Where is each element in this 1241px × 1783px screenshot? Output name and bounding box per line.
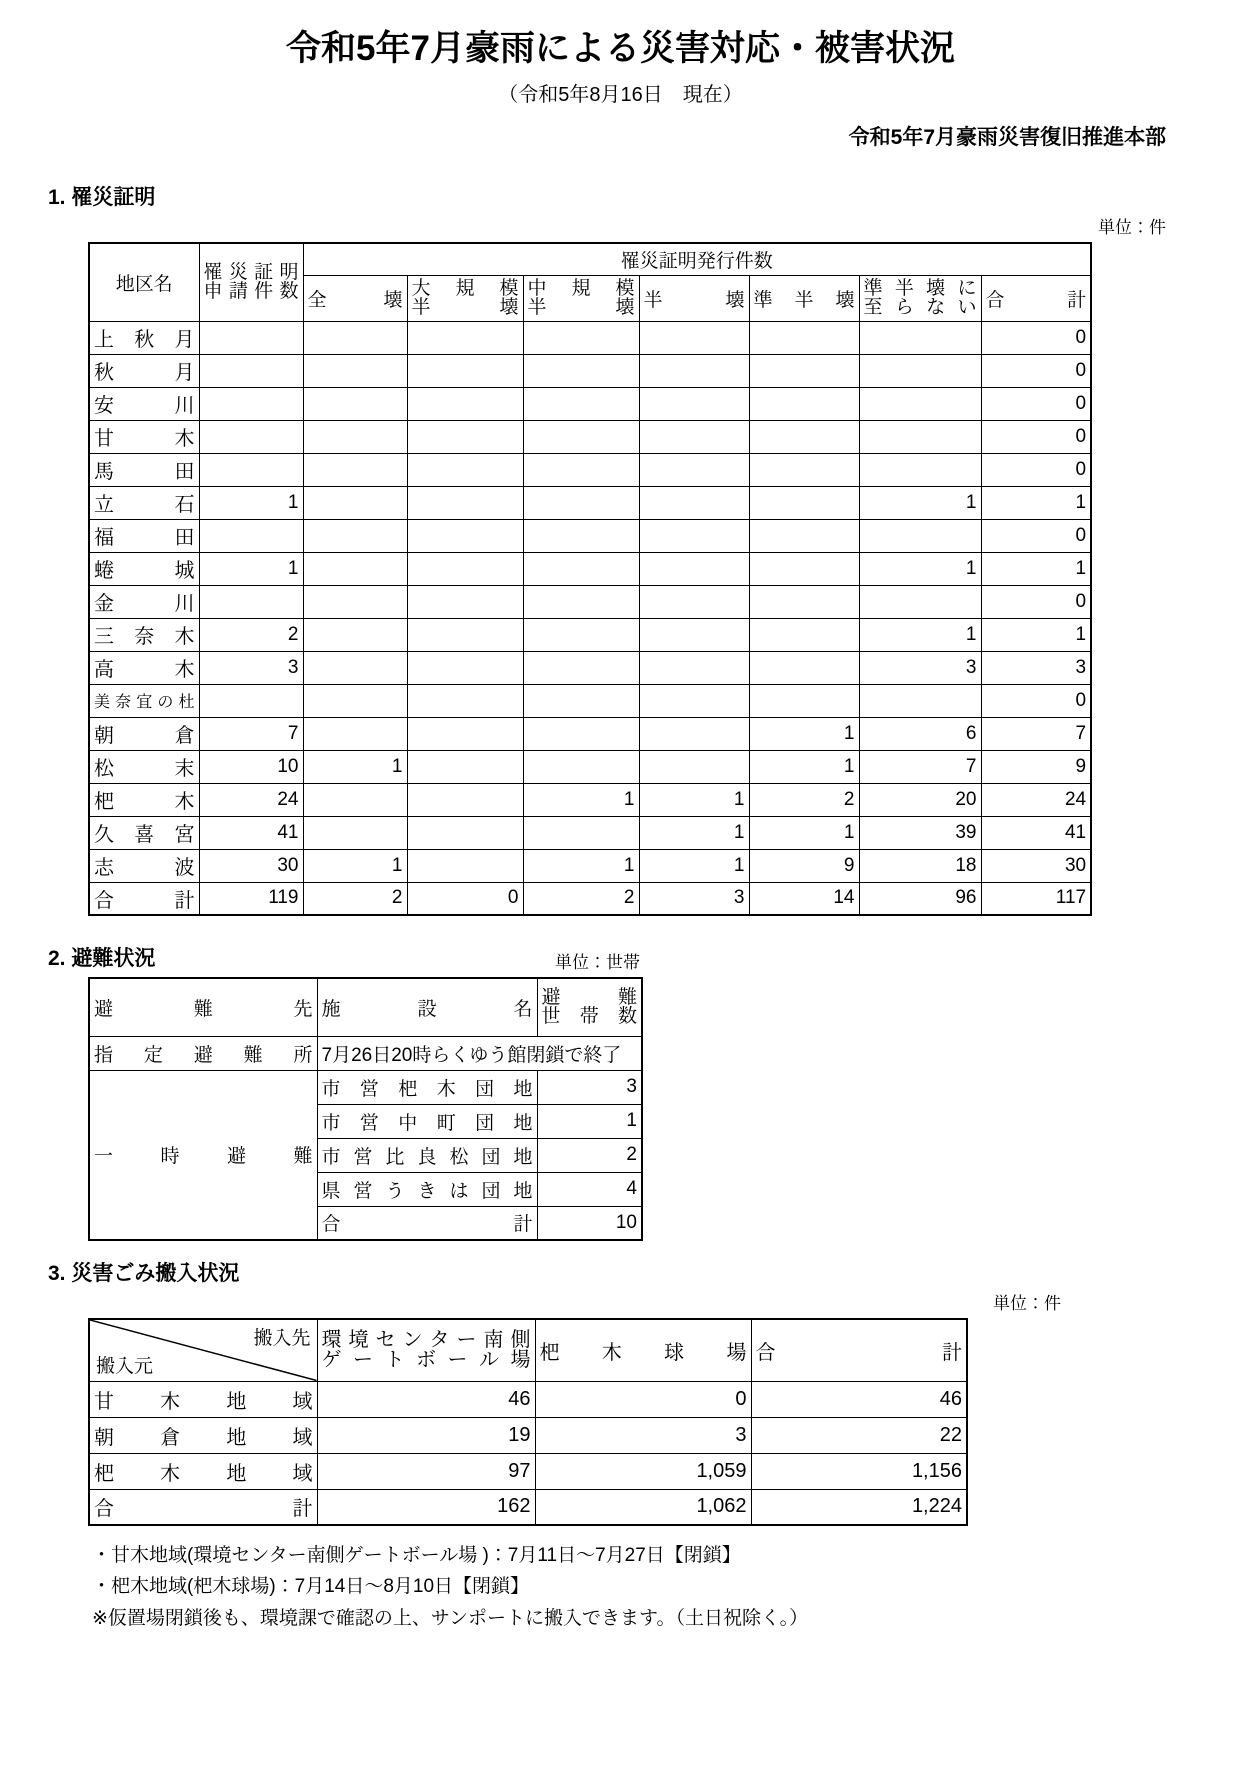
header-destination-label: 搬入先 [253,1328,311,1349]
cell-chukibo [523,717,639,750]
cell-chukibo [523,618,639,651]
cell-junhankai [749,420,859,453]
cell-zenkai [303,486,407,519]
cell-chukibo [523,519,639,552]
cell-ballpark: 1,059 [535,1453,751,1489]
table-row [89,486,1091,519]
cell-itaranai [859,453,981,486]
cell-total: 30 [981,849,1091,882]
cell-junhankai [749,354,859,387]
cell-hankai [639,519,749,552]
designated-shelter-note: 7月26日20時らくゆう館閉鎖で終了 [317,1036,642,1070]
cell-ballpark: 0 [535,1381,751,1417]
cell-apps: 10 [199,750,303,783]
cell-zenkai: 1 [303,849,407,882]
cell-itaranai: 1 [859,552,981,585]
table-row [89,552,1091,585]
cell-total: 41 [981,816,1091,849]
cell-chukibo [523,651,639,684]
district-name: 高 木 [89,651,199,684]
cell-chukibo: 2 [523,882,639,915]
cell-hankai [639,486,749,519]
note-line: ・杷木地域(杷木球場)：7月14日～8月10日【閉鎖】 [92,1576,530,1598]
cell-daikibo: 0 [407,882,523,915]
cell-chukibo [523,552,639,585]
district-name: 安 川 [89,387,199,420]
cell-junhankai: 2 [749,783,859,816]
cell-daikibo [407,618,523,651]
cell-apps: 119 [199,882,303,915]
cell-itaranai: 20 [859,783,981,816]
cell-apps: 2 [199,618,303,651]
cell-itaranai [859,585,981,618]
header-col-chukibo-hankai: 中 規 模 半 壊 [523,275,639,321]
cell-itaranai [859,684,981,717]
cell-hankai [639,321,749,354]
district-name: 甘 木 [89,420,199,453]
table-row [89,849,1091,882]
waste-source-area: 朝 倉 地 域 [89,1417,317,1453]
table3-header-row [89,1319,967,1381]
cell-center: 97 [317,1453,535,1489]
cell-chukibo [523,321,639,354]
cell-itaranai: 1 [859,618,981,651]
note-line: ・甘木地域(環境センター南側ゲートボール場 )：7月11日～7月27日【閉鎖】 [92,1545,741,1566]
district-name: 馬 田 [89,453,199,486]
cell-total: 9 [981,750,1091,783]
table-row [89,519,1091,552]
cell-apps [199,321,303,354]
cell-hankai: 1 [639,816,749,849]
page-subtitle: （令和5年8月16日 現在） [498,84,743,106]
household-count: 2 [537,1138,642,1172]
cell-apps: 30 [199,849,303,882]
table-row [89,651,1091,684]
header-household-count: 避 難 世 帯 数 [537,978,642,1036]
cell-total: 24 [981,783,1091,816]
table-row [89,453,1091,486]
evacuation-type-designated: 指 定 避 難 所 [89,1036,317,1070]
district-name: 上 秋 月 [89,321,199,354]
cell-total: 117 [981,882,1091,915]
facility-name: 県 営 う き は 団 地 [317,1172,537,1206]
cell-chukibo [523,750,639,783]
cell-itaranai [859,420,981,453]
header-env-center-ballfield: 環 境 セ ン タ ー 南 側 ゲ ー ト ボ ー ル 場 [317,1319,535,1381]
waste-source-area: 杷 木 地 域 [89,1453,317,1489]
cell-chukibo [523,585,639,618]
header-source-label: 搬入元 [96,1355,154,1377]
cell-itaranai [859,354,981,387]
cell-total: 0 [981,585,1091,618]
cell-total: 1 [981,552,1091,585]
cell-zenkai [303,585,407,618]
table-row [89,1070,642,1104]
header-col-zenkai: 全 壊 [303,275,407,321]
cell-apps [199,420,303,453]
cell-itaranai [859,387,981,420]
cell-itaranai: 96 [859,882,981,915]
cell-daikibo [407,387,523,420]
evacuation-status-table [88,977,643,1241]
cell-daikibo [407,816,523,849]
cell-total: 1,224 [751,1489,967,1525]
cell-total: 7 [981,717,1091,750]
household-count: 3 [537,1070,642,1104]
cell-itaranai: 3 [859,651,981,684]
district-name: 朝 倉 [89,717,199,750]
cell-apps [199,453,303,486]
table-row [89,321,1091,354]
cell-itaranai: 7 [859,750,981,783]
cell-zenkai [303,651,407,684]
cell-apps: 1 [199,552,303,585]
cell-daikibo [407,519,523,552]
evacuation-type-temporary: 一 時 避 難 [89,1070,317,1240]
table-row [89,816,1091,849]
cell-total: 0 [981,420,1091,453]
table-row [89,618,1091,651]
cell-junhankai [749,486,859,519]
cell-total: 0 [981,387,1091,420]
table-row [89,1417,967,1453]
cell-itaranai [859,321,981,354]
district-name: 美奈宜の杜 [89,684,199,717]
section-1-heading: 1. 罹災証明 [48,186,156,209]
cell-zenkai [303,519,407,552]
header-from-to-diagonal [89,1319,317,1381]
cell-apps: 41 [199,816,303,849]
cell-chukibo [523,453,639,486]
cell-zenkai [303,321,407,354]
cell-hankai: 1 [639,849,749,882]
cell-total: 0 [981,453,1091,486]
cell-zenkai [303,420,407,453]
cell-total: 0 [981,684,1091,717]
cell-hankai [639,750,749,783]
cell-junhankai: 1 [749,750,859,783]
cell-daikibo [407,453,523,486]
cell-daikibo [407,684,523,717]
cell-daikibo [407,552,523,585]
cell-junhankai [749,519,859,552]
cell-daikibo [407,651,523,684]
cell-daikibo [407,849,523,882]
cell-hankai [639,717,749,750]
district-name: 金 川 [89,585,199,618]
header-col-itaranai: 準半壊に 至らない [859,275,981,321]
cell-apps: 24 [199,783,303,816]
table-header-row-1 [89,243,1091,275]
cell-total: 0 [981,321,1091,354]
cell-center: 162 [317,1489,535,1525]
cell-zenkai [303,816,407,849]
cell-junhankai [749,453,859,486]
cell-daikibo [407,486,523,519]
district-name: 松 末 [89,750,199,783]
cell-apps: 3 [199,651,303,684]
cell-junhankai [749,684,859,717]
cell-zenkai [303,618,407,651]
cell-zenkai [303,354,407,387]
issuing-organization: 令和5年7月豪雨災害復旧推進本部 [848,126,1166,149]
cell-apps [199,684,303,717]
disaster-certificate-table [88,242,1092,916]
document-page [0,28,1241,1783]
cell-total: 46 [751,1381,967,1417]
facility-total-label: 合 計 [317,1206,537,1240]
cell-junhankai: 14 [749,882,859,915]
cell-daikibo [407,783,523,816]
cell-zenkai: 2 [303,882,407,915]
table-row [89,420,1091,453]
cell-itaranai: 18 [859,849,981,882]
header-col-hankai: 半 壊 [639,275,749,321]
cell-center: 46 [317,1381,535,1417]
cell-itaranai: 1 [859,486,981,519]
cell-zenkai [303,552,407,585]
cell-junhankai [749,321,859,354]
table-row [89,684,1091,717]
district-name: 久 喜 宮 [89,816,199,849]
cell-hankai [639,420,749,453]
cell-hankai: 3 [639,882,749,915]
cell-junhankai [749,552,859,585]
cell-ballpark: 3 [535,1417,751,1453]
facility-name: 市 営 中 町 団 地 [317,1104,537,1138]
cell-itaranai: 39 [859,816,981,849]
cell-hankai [639,453,749,486]
waste-notes [92,1540,1241,1634]
header-application-count: 罹災証明 申請件数 [199,243,303,321]
cell-chukibo [523,816,639,849]
cell-total: 1,156 [751,1453,967,1489]
cell-zenkai [303,717,407,750]
district-name: 杷 木 [89,783,199,816]
table-row [89,1489,967,1525]
cell-zenkai: 1 [303,750,407,783]
household-count: 1 [537,1104,642,1138]
cell-junhankai: 1 [749,717,859,750]
page-title: 令和5年7月豪雨による災害対応・被害状況 [286,29,955,68]
cell-zenkai [303,387,407,420]
district-name: 福 田 [89,519,199,552]
header-col-junhankai: 準 半 壊 [749,275,859,321]
table-row [89,1036,642,1070]
cell-itaranai: 6 [859,717,981,750]
cell-itaranai [859,519,981,552]
cell-total: 0 [981,354,1091,387]
table-row [89,717,1091,750]
facility-name: 市 営 比 良 松 団 地 [317,1138,537,1172]
district-name: 立 石 [89,486,199,519]
header-issued-group: 罹災証明発行件数 [303,243,1091,275]
cell-ballpark: 1,062 [535,1489,751,1525]
cell-chukibo [523,354,639,387]
table-row [89,882,1091,915]
cell-daikibo [407,585,523,618]
cell-chukibo [523,387,639,420]
section-2-heading: 2. 避難状況 [48,947,156,970]
household-count: 4 [537,1172,642,1206]
cell-hankai [639,618,749,651]
header-col-daikibo-hankai: 大 規 模 半 壊 [407,275,523,321]
disaster-waste-table [88,1318,968,1526]
cell-junhankai [749,387,859,420]
section-3-heading: 3. 災害ごみ搬入状況 [48,1262,240,1285]
cell-total: 3 [981,651,1091,684]
cell-apps [199,354,303,387]
table-row [89,1453,967,1489]
section-2-unit: 単位：世帯 [555,953,640,972]
cell-chukibo [523,684,639,717]
cell-hankai [639,387,749,420]
cell-zenkai [303,783,407,816]
note-line: ※仮置場閉鎖後も、環境課で確認の上、サンポートに搬入できます。（土日祝除く。） [92,1607,809,1629]
cell-total: 0 [981,519,1091,552]
table-row [89,387,1091,420]
household-count-total: 10 [537,1206,642,1240]
header-district: 地区名 [89,243,199,321]
cell-total: 1 [981,486,1091,519]
facility-name: 市 営 杷 木 団 地 [317,1070,537,1104]
cell-junhankai [749,651,859,684]
table-row [89,585,1091,618]
cell-total: 22 [751,1417,967,1453]
cell-daikibo [407,354,523,387]
header-haki-ballpark: 杷 木 球 場 [535,1319,751,1381]
cell-apps: 1 [199,486,303,519]
cell-hankai [639,684,749,717]
cell-zenkai [303,684,407,717]
cell-junhankai [749,618,859,651]
cell-apps [199,519,303,552]
header-col-total: 合 計 [981,275,1091,321]
cell-daikibo [407,717,523,750]
waste-source-area: 甘 木 地 域 [89,1381,317,1417]
cell-hankai [639,651,749,684]
header-facility-name: 施 設 名 [317,978,537,1036]
cell-apps [199,585,303,618]
cell-hankai: 1 [639,783,749,816]
table2-header-row [89,978,642,1036]
cell-apps [199,387,303,420]
cell-chukibo: 1 [523,783,639,816]
district-name: 秋 月 [89,354,199,387]
cell-chukibo [523,420,639,453]
district-name: 三 奈 木 [89,618,199,651]
cell-hankai [639,585,749,618]
cell-hankai [639,354,749,387]
cell-daikibo [407,420,523,453]
cell-daikibo [407,750,523,783]
district-name: 志 波 [89,849,199,882]
header-evacuation-destination: 避 難 先 [89,978,317,1036]
cell-junhankai: 1 [749,816,859,849]
cell-total: 1 [981,618,1091,651]
cell-zenkai [303,453,407,486]
header-waste-total: 合 計 [751,1319,967,1381]
cell-apps: 7 [199,717,303,750]
district-name: 合 計 [89,882,199,915]
cell-chukibo [523,486,639,519]
section-1-unit: 単位：件 [1098,218,1166,237]
section-3-unit: 単位：件 [993,1294,1061,1313]
cell-junhankai: 9 [749,849,859,882]
table-row [89,750,1091,783]
table-row [89,783,1091,816]
waste-source-area: 合 計 [89,1489,317,1525]
cell-hankai [639,552,749,585]
cell-junhankai [749,585,859,618]
cell-chukibo: 1 [523,849,639,882]
district-name: 蜷 城 [89,552,199,585]
cell-center: 19 [317,1417,535,1453]
table-row [89,1381,967,1417]
cell-daikibo [407,321,523,354]
table-row [89,354,1091,387]
